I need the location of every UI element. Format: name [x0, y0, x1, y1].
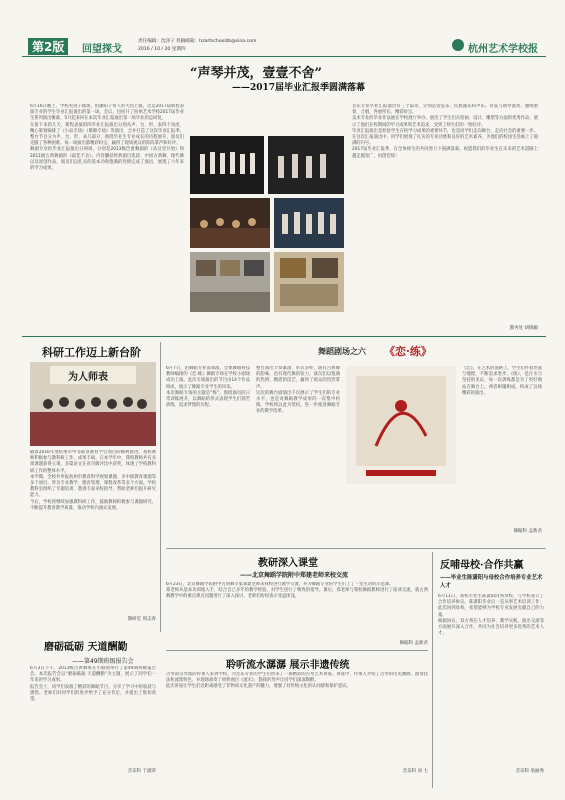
article2-byline: 教研室 周志春 — [127, 617, 156, 622]
article2-photo — [30, 362, 156, 446]
lead-photo-choir — [274, 198, 344, 248]
date-line: 2016 / 10 / 20 星期四 — [138, 47, 186, 52]
article4-header: 舞蹈剧场之六 — [318, 347, 366, 356]
article3-byline: 音乐科 于淑荣 — [127, 769, 156, 774]
editor-line: 责任编辑：沈泽子 投稿邮箱：hzartschoolzb@sina.com — [138, 39, 257, 44]
paper-name: 杭州艺术学校报 — [468, 44, 538, 55]
article6-byline: 音乐科 翁丽秀 — [515, 769, 544, 774]
article4-header-box — [166, 342, 546, 360]
column-rule-2 — [432, 552, 433, 788]
article6-title: 反哺母校·合作共赢 — [440, 560, 524, 571]
article7-title: 聆听流水潺潺 展示非遗传统 — [226, 660, 350, 671]
article6-subtitle: ——毕业生陈潇阳与母校合作培养专业艺术人才 — [440, 575, 543, 589]
lead-column-3: 音乐专业毕业汇报演出有三个篇章，分别是管弦乐、民族器乐和声乐。管弦与钢琴演奏、独唱重奏、合唱，各展所长，精彩纷呈。 美术专业的毕业作品展在学校展厅举办，展出了学生们在绘画、设计、雕塑等方面的优秀作品，展示了他们在校期间的学习成果和艺术追求，受到了师生们的一致好评。 毕业汇报演出是检验学生在校学习成果的重要环节，也是同学们走向舞台、走向社会的重要一步。在这次汇报演出中，同学们展现了扎实的专业功底和良好的艺术素养，为他们的校园生活画上了圆满的句号。 2017届毕业汇报季，在全体师生的共同努力下圆满落幕。祝愿我们的毕业生在未来的艺术道路上越走越宽广，再创佳绩！ — [352, 104, 538, 159]
section-name: 回望探戈 — [82, 44, 122, 55]
article2-body: 随着2016年度杭州市中等职业教育学会项目的顺利推进，我校教师积极参与教科研工作，成果丰硕。在本学年中，我校教师共有多项课题获得立项，多篇论文在省市级评比中获奖，体现了学校教科研工作的整体水平。 本学期，全校共申报杭州市教育科学规划课题、市中职教育课题等多个项目，涉及专业教学、德育管理、课程改革等多个方面。学校教科室组织了专题培训，邀请专家来校指导，帮助老师们提升研究能力。 今后，学校将继续加强教科研工作，鼓励教师积极参与课题研究，不断提升教育教学质量，推动学校内涵式发展。 — [30, 450, 156, 511]
lead-photo-exhibit — [274, 252, 344, 312]
article4-title: 《恋·练》 — [384, 345, 432, 358]
article2-photo-caption: 为人师表 — [68, 372, 108, 383]
article6-body: 6月11日，我校毕业生陈潇阳回到母校，与学校签订了合作培养协议。陈潇阳毕业后一直从事艺术培训工作，此次回到母校，希望能够为学校专业发展贡献自己的力量。 根据协议，双方将在人才培养、教学实践、演出交流等方面展开深入合作，共同为社会培养更多优秀的艺术人才。 — [438, 594, 544, 637]
article3-subtitle: ——第49期班级报告会 — [72, 658, 134, 665]
lead-byline: 教务处 胡锦颖 — [509, 326, 538, 331]
article4-byline: 舞蹈科 孟新君 — [513, 529, 542, 534]
lead-photo-orchestra — [190, 198, 270, 248]
article4-poster — [346, 366, 456, 484]
article5-body: 6月23日，北京舞蹈学院附中古典舞专家郑建老师来我校进行教学交流，并为舞蹈专业的学生们上了一堂生动的示范课。 郑老师从基本功训练入手，结合自己多年的教学经验，对学生进行了细致的指导。课后，郑老师与我校舞蹈教师进行了座谈交流，就古典舞教学中的重点难点问题进行了深入探讨，老师们纷纷表示受益匪浅。 — [166, 582, 428, 600]
school-logo-icon — [452, 39, 464, 51]
lead-photo-dancers — [268, 136, 344, 194]
divider-lead — [22, 336, 546, 337]
masthead — [22, 36, 546, 57]
article5-subtitle: ——北京舞蹈学院附中郑建老师来校交流 — [240, 572, 349, 579]
article7-byline: 音乐科 刘 七 — [402, 769, 428, 774]
article3-title: 磨砺砥砺 天道酬勤 — [44, 642, 128, 653]
lead-title: “声琴并茂，壹壹不舍” — [190, 66, 322, 81]
divider-mid — [166, 548, 546, 549]
article5-byline: 舞蹈科 孟新君 — [399, 641, 428, 646]
article4-column-3: 《恋》，在艺术的道路上，学生们怀着热爱与憧憬，不断追求进步。《练》，是汗水与坚持的见证，每一次训练都是为了更好地站在舞台上。两者相辅相成，构成了这场精彩的演出。 — [462, 366, 542, 396]
lead-column-1: 6月16日晚上，学校英语子剧场，由潘阳子带人的大热上演。这是2017届新程表演专业的学生毕业汇报演出的第一场。会议，包括开了杭州艺术学校2017届毕业生系列演出帷幕，5月起来回在本次毕业汇报演出第一场毕业的总回复。 在接下来的几天，新程表演的四毕业汇报演出分别从声、台、形、表四个角度，精心策划编排了《小品专场》《歌舞专场》等演出，合并打造了这次毕业汇报季。整台节目分为声、台、形、表几部分，围绕毕业生专业成长的历程展开，演员们克服了各种困难。每一场演出都精彩纷呈，赢得了现场观众的阵阵掌声和好评。 舞剧专业的毕业汇报演出分两场，分别是2013级芭蕾舞剧的《从这里开始》和2011级古典舞剧的《最佳不舍》，内容囊括经典剧目选段、中国古典舞、现代舞以及原创作品。演员们以扎实的基本功和饱满的热情完成了演出，展现了六年来的学习成果。 — [30, 104, 184, 172]
column-rule-1 — [160, 342, 161, 632]
article5-title: 教研深入课堂 — [258, 558, 318, 569]
lead-subtitle: ——2017届毕业汇报季圆满落幕 — [232, 83, 366, 93]
article7-body: 古琴南宗琴派的传承人来到学校，为音乐专业的学生们带来了一场精彩的古琴艺术讲座。讲座中，传承人介绍了古琴的历史渊源、演奏技法和流派特色，并现场演奏了经典曲目《流水》，悠扬的琴声让同学们深深陶醉。 此次讲座让学生们近距离感受了非物质文化遗产的魅力，增强了对传统文化的认同感和保护意识。 — [166, 672, 428, 690]
article3-body: 6月3日下午，2013级古典舞班在小剧场举行了第49期班级报告会。本次报告会以“磨砺砥砺 天道酬勤”为主题，展示了同学们一年来的学习成果。 报告会上，同学们表演了精彩的舞蹈节目，分享了学习中的收获与感悟。老师们对同学们的进步给予了充分肯定，并提出了殷切希望。 — [30, 666, 156, 703]
article4-column-2: 整台演出节奏紧凑、形式多样，既有古典舞的韵味，也有现代舞的张力。演员们以饱满的热情、精湛的技艺，赢得了观众的热烈掌声。 这次的舞台剧演出不仅展示了学生们的专业水平，也是对舞蹈教学成果的一次集中检阅。学校将以此为契机，进一步推进舞蹈专业的教学改革。 — [256, 366, 340, 415]
lead-photo-gallery — [190, 252, 270, 312]
page-number: 第2版 — [28, 38, 68, 55]
lead-photo-stage — [190, 136, 264, 194]
article2-title: 科研工作迈上新台阶 — [42, 346, 141, 359]
article4-column-1: 6月7日，由舞蹈专业部承演，全体舞蹈科技教师编排的《恋·练》舞蹈专场在学校小剧场成功上演。此次专场演出的节目由14个作品组成，展示了舞蹈专业学生的风采。 本次舞蹈专场的主题是“练”，围绕演员的日常训练展开，以舞蹈的形式表现学生们刻苦训练、追求梦想的历程。 — [166, 366, 250, 409]
divider-low — [166, 650, 428, 651]
